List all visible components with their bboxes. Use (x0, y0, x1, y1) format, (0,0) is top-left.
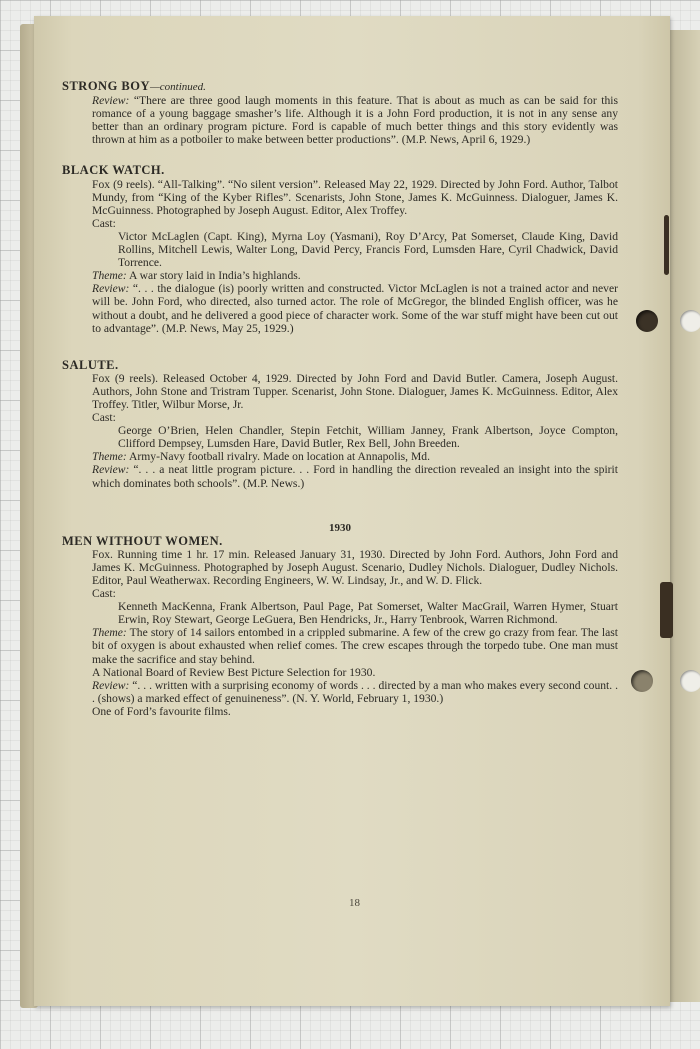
binding-hole (680, 310, 700, 332)
review-paragraph: Review: “There are three good laugh moments in this feature. That is about as much as can be said for this romance of a young baggage smasher’s life. Although it is a John Ford production, it is not in any sense any better than an ordinary program picture. Ford is capable of much better things and this story evidently was thrown at him as a potboiler to make between better productions”. (M.P. News, April 6, 1929.) (92, 94, 618, 147)
binding-hole (680, 670, 700, 692)
details-paragraph: Fox. Running time 1 hr. 17 min. Released January 31, 1930. Directed by John Ford. Authors, John Ford and James K. McGuinness. Photographed by Joseph August. Scenario, Dudley Nichols. Dialoguer, Dudley Nichols. Editor, Paul Weatherwax. Recording Engineers, W. W. Lindsay, Jr., and W. D. Flick. (92, 547, 618, 587)
cast-list: Kenneth MacKenna, Frank Albertson, Paul Page, Pat Somerset, Walter MacGrail, Warren Hymer, Stuart Erwin, Roy Stewart, George LeGuera, Ben Hendricks, Jr., Harry Tenbrook, Warren Richmond. (118, 600, 618, 627)
review-paragraph: Review: “. . . written with a surprising economy of words . . . directed by a man who makes every second count. . . (shows) a marked effect of genuineness”. (N. Y. World, February 1, 1930.) (92, 678, 618, 705)
binding-mark (664, 215, 669, 275)
theme-paragraph: Theme: Army-Navy football rivalry. Made on location at Annapolis, Md. (92, 450, 430, 464)
theme-paragraph: Theme: The story of 14 sailors entombed in a crippled submarine. A few of the crew go crazy from fear. The last bit of oxygen is about exhausted when relief comes. The crew escapes through the torpedo tube. One man must make the sacrifice and stay behind. (92, 626, 618, 666)
cast-label: Cast: (92, 587, 116, 601)
details-paragraph: Fox (9 reels). Released October 4, 1929. Directed by John Ford and David Butler. Camera, Joseph August. Authors, John Stone and Tristram Tupper. Scenarist, John Stone. Dialoguer, James K. McGuinness. Editor, Alex Troffey. Titler, Wilbur Morse, Jr. (92, 371, 618, 411)
entry-title: SALUTE. (62, 357, 119, 372)
details-paragraph: Fox (9 reels). “All-Talking”. “No silent version”. Released May 22, 1929. Directed by John Ford. Author, Talbot Mundy, from “King of the Kyber Rifles”. Scenarists, John Stone, James K. McGuinness. Dialoguer, James K. McGuinness. Photographed by Joseph August. Editor, Alex Troffey. (92, 177, 618, 217)
footer-note: One of Ford’s favourite films. (92, 704, 231, 718)
cast-label: Cast: (92, 411, 116, 425)
review-paragraph: Review: “. . . a neat little program picture. . . Ford in handling the direction revealed an insight into the spirit which dominates both schools”. (M.P. News.) (92, 463, 618, 490)
binding-hole (631, 670, 653, 692)
binding-mark (660, 582, 673, 638)
facing-page-edge (668, 30, 700, 1002)
binding-hole (636, 310, 658, 332)
page-number: 18 (349, 897, 360, 909)
review-paragraph: Review: “. . . the dialogue (is) poorly written and constructed. Victor McLaglen is not a trained actor and never will be. John Ford, who directed, also turned actor. The role of McGregor, the blinded English officer, was he without a doubt, and he delivered a good piece of character work. Some of the war stuff might have been cut out to advantage”. (M.P. News, May 25, 1929.) (92, 282, 618, 335)
cast-label: Cast: (92, 216, 116, 230)
page-content (62, 80, 618, 718)
theme-paragraph: Theme: A war story laid in India’s highlands. (92, 269, 301, 283)
year-heading: 1930 (329, 521, 351, 534)
cast-list: George O’Brien, Helen Chandler, Stepin Fetchit, William Janney, Frank Albertson, Joyce Compton, Clifford Dempsey, Lumsden Hare, David Butler, Rex Bell, John Breeden. (118, 424, 618, 451)
note-paragraph: A National Board of Review Best Picture Selection for 1930. (92, 665, 376, 679)
entry-title: STRONG BOY—continued. (62, 79, 206, 93)
entry-title: BLACK WATCH. (62, 163, 165, 178)
entry-title: MEN WITHOUT WOMEN. (62, 533, 223, 548)
cast-list: Victor McLaglen (Capt. King), Myrna Loy (Yasmani), Roy D’Arcy, Pat Somerset, Claude King, David Rollins, Mitchell Lewis, Walter Long, David Percy, Francis Ford, Lumsden Hare, Cyril Chadwick, David Torrence. (118, 229, 618, 270)
